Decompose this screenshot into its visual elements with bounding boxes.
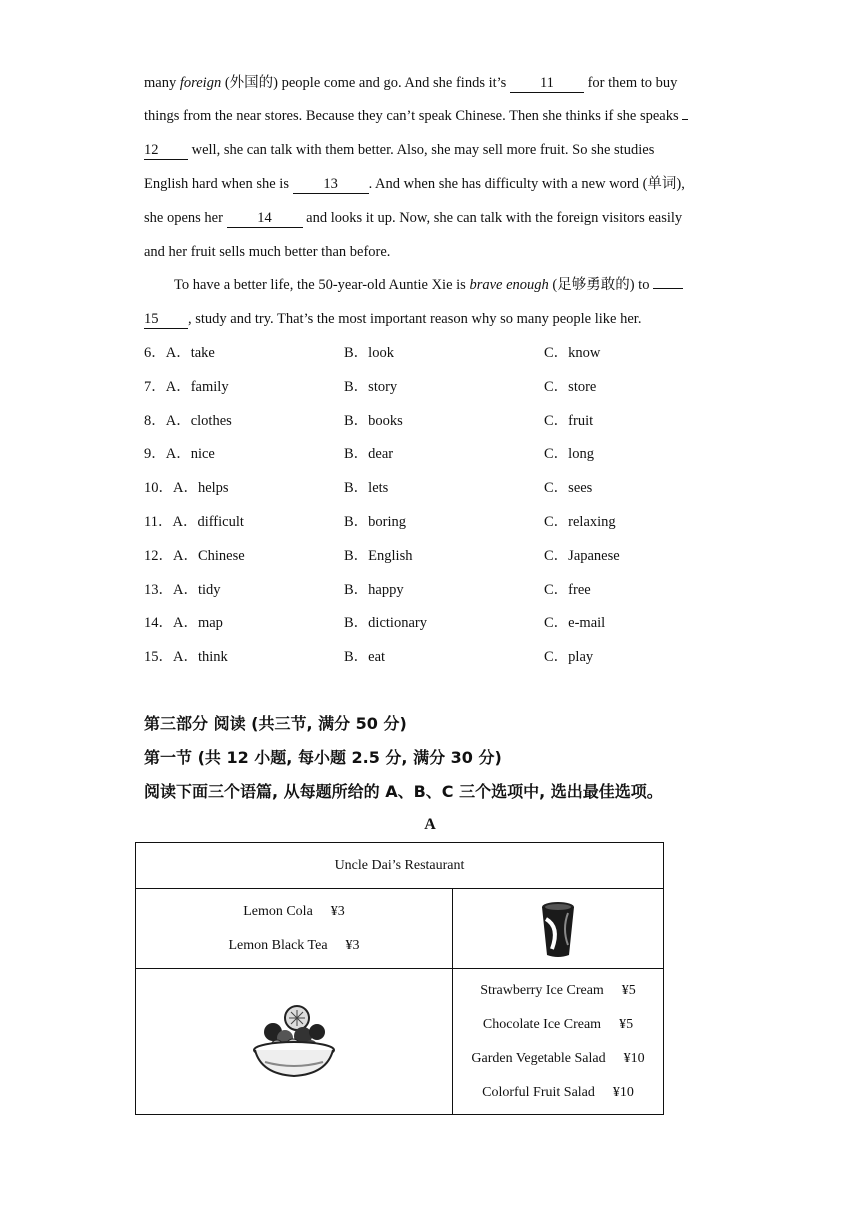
passage-line-3: 12 well, she can talk with them better. Also, she may sell more fruit. So she studies (144, 142, 655, 158)
option-a: A．take (165, 345, 215, 361)
passage-line-4: English hard when she is 13 . And when she has difficulty with a new word (单词), (144, 176, 685, 192)
food-item: Chocolate Ice Cream ¥5 (482, 1016, 634, 1032)
option-b: B．boring (344, 514, 407, 530)
option-b: B．dictionary (344, 615, 427, 632)
option-row (144, 377, 764, 397)
passage-line-2: things from the near stores. Because they can’t speak Chinese. Then she thinks if she speaks (144, 106, 688, 126)
question-number: 8． (144, 412, 166, 429)
option-c: C．store (544, 378, 597, 395)
option-a: A．tidy (173, 581, 221, 598)
drinks-cell (136, 889, 453, 969)
option-a: A．think (173, 649, 228, 666)
menu-title: Uncle Dai’s Restaurant (136, 843, 664, 889)
option-row (144, 512, 764, 532)
passage-line-6: and her fruit sells much better than before. (144, 244, 391, 260)
option-row (144, 411, 764, 431)
blank-13: 13 (293, 175, 369, 194)
foreign-word: foreign (179, 75, 222, 91)
question-number: 7． (144, 378, 166, 395)
question-number: 6． (144, 345, 166, 361)
option-a: A．nice (165, 446, 215, 463)
blank-11: 11 (510, 74, 584, 93)
question-cell (144, 647, 228, 667)
food-item: Colorful Fruit Salad ¥10 (482, 1084, 634, 1100)
blank-15: 15 (144, 310, 188, 329)
cola-cup-icon (538, 899, 578, 959)
question-cell (144, 580, 221, 600)
option-c: C．relaxing (544, 514, 616, 530)
food-item: Garden Vegetable Salad ¥10 (471, 1050, 645, 1066)
passage-line-7: To have a better life, the 50-year-old Auntie Xie is brave enough (足够勇敢的) to (174, 275, 683, 295)
question-number: 15． (144, 649, 173, 666)
food-item: Strawberry Ice Cream ¥5 (480, 982, 636, 998)
option-a: A．family (165, 378, 229, 395)
option-c: C．know (544, 345, 601, 361)
option-b: B．look (344, 345, 394, 361)
option-row (144, 580, 764, 600)
option-b: B．books (344, 412, 403, 429)
option-b: B．English (344, 547, 413, 564)
question-cell (144, 512, 244, 532)
section3-instruction: 阅读下面三个语篇, 从每题所给的 A、B、C 三个选项中, 选出最佳选项。 (144, 782, 663, 801)
option-a: A．helps (173, 480, 229, 497)
option-c: C．e-mail (544, 615, 606, 632)
question-number: 11． (144, 514, 173, 530)
option-b: B．story (344, 378, 398, 395)
option-b: B．eat (344, 649, 386, 666)
option-b: B．happy (344, 581, 404, 598)
blank-12: 12 (144, 141, 188, 160)
question-cell (144, 546, 245, 566)
foods-cell (453, 969, 664, 1115)
passage-line-8: 15 , study and try. That’s the most important reason why so many people like her. (144, 311, 642, 327)
passage-line-1: many foreign (外国的) people come and go. And she finds it’s 11 for them to buy (144, 75, 678, 91)
option-row (144, 613, 764, 633)
option-c: C．long (544, 446, 594, 463)
food-image-cell (136, 969, 453, 1115)
option-c: C．Japanese (544, 547, 620, 564)
fruit-salad-icon (249, 1002, 339, 1082)
option-c: C．play (544, 649, 594, 666)
blank-14: 14 (227, 209, 303, 228)
drink-item: Lemon Black Tea ¥3 (228, 937, 360, 953)
menu-table (135, 842, 664, 1115)
drink-image-cell (453, 889, 664, 969)
question-number: 10． (144, 480, 173, 497)
option-c: C．free (544, 581, 591, 598)
question-cell (144, 478, 229, 498)
option-c: C．fruit (544, 412, 594, 429)
option-c: C．sees (544, 480, 593, 497)
option-a: A．Chinese (173, 547, 245, 564)
option-b: B．dear (344, 446, 394, 463)
question-cell (144, 411, 232, 431)
brave-enough-phrase: brave enough (469, 277, 549, 293)
passage-label: A (424, 816, 436, 833)
option-row (144, 343, 764, 363)
option-row (144, 546, 764, 566)
question-cell (144, 377, 229, 397)
section3-title: 第三部分 阅读 (共三节, 满分 50 分) (144, 714, 407, 733)
question-number: 14． (144, 615, 173, 632)
option-row (144, 478, 764, 498)
drink-item: Lemon Cola ¥3 (243, 903, 345, 919)
question-cell (144, 444, 215, 464)
option-row (144, 647, 764, 667)
option-a: A．clothes (165, 412, 232, 429)
question-number: 13． (144, 581, 173, 598)
question-number: 9． (144, 446, 166, 463)
option-b: B．lets (344, 480, 389, 497)
question-number: 12． (144, 547, 173, 564)
passage-line-5: she opens her 14 and looks it up. Now, she can talk with the foreign visitors easily (144, 210, 683, 226)
question-cell (144, 613, 223, 633)
option-row (144, 444, 764, 464)
question-cell (144, 343, 215, 363)
section3-part1: 第一节 (共 12 小题, 每小题 2.5 分, 满分 30 分) (144, 748, 502, 767)
option-a: A．difficult (172, 514, 244, 530)
option-a: A．map (173, 615, 223, 632)
